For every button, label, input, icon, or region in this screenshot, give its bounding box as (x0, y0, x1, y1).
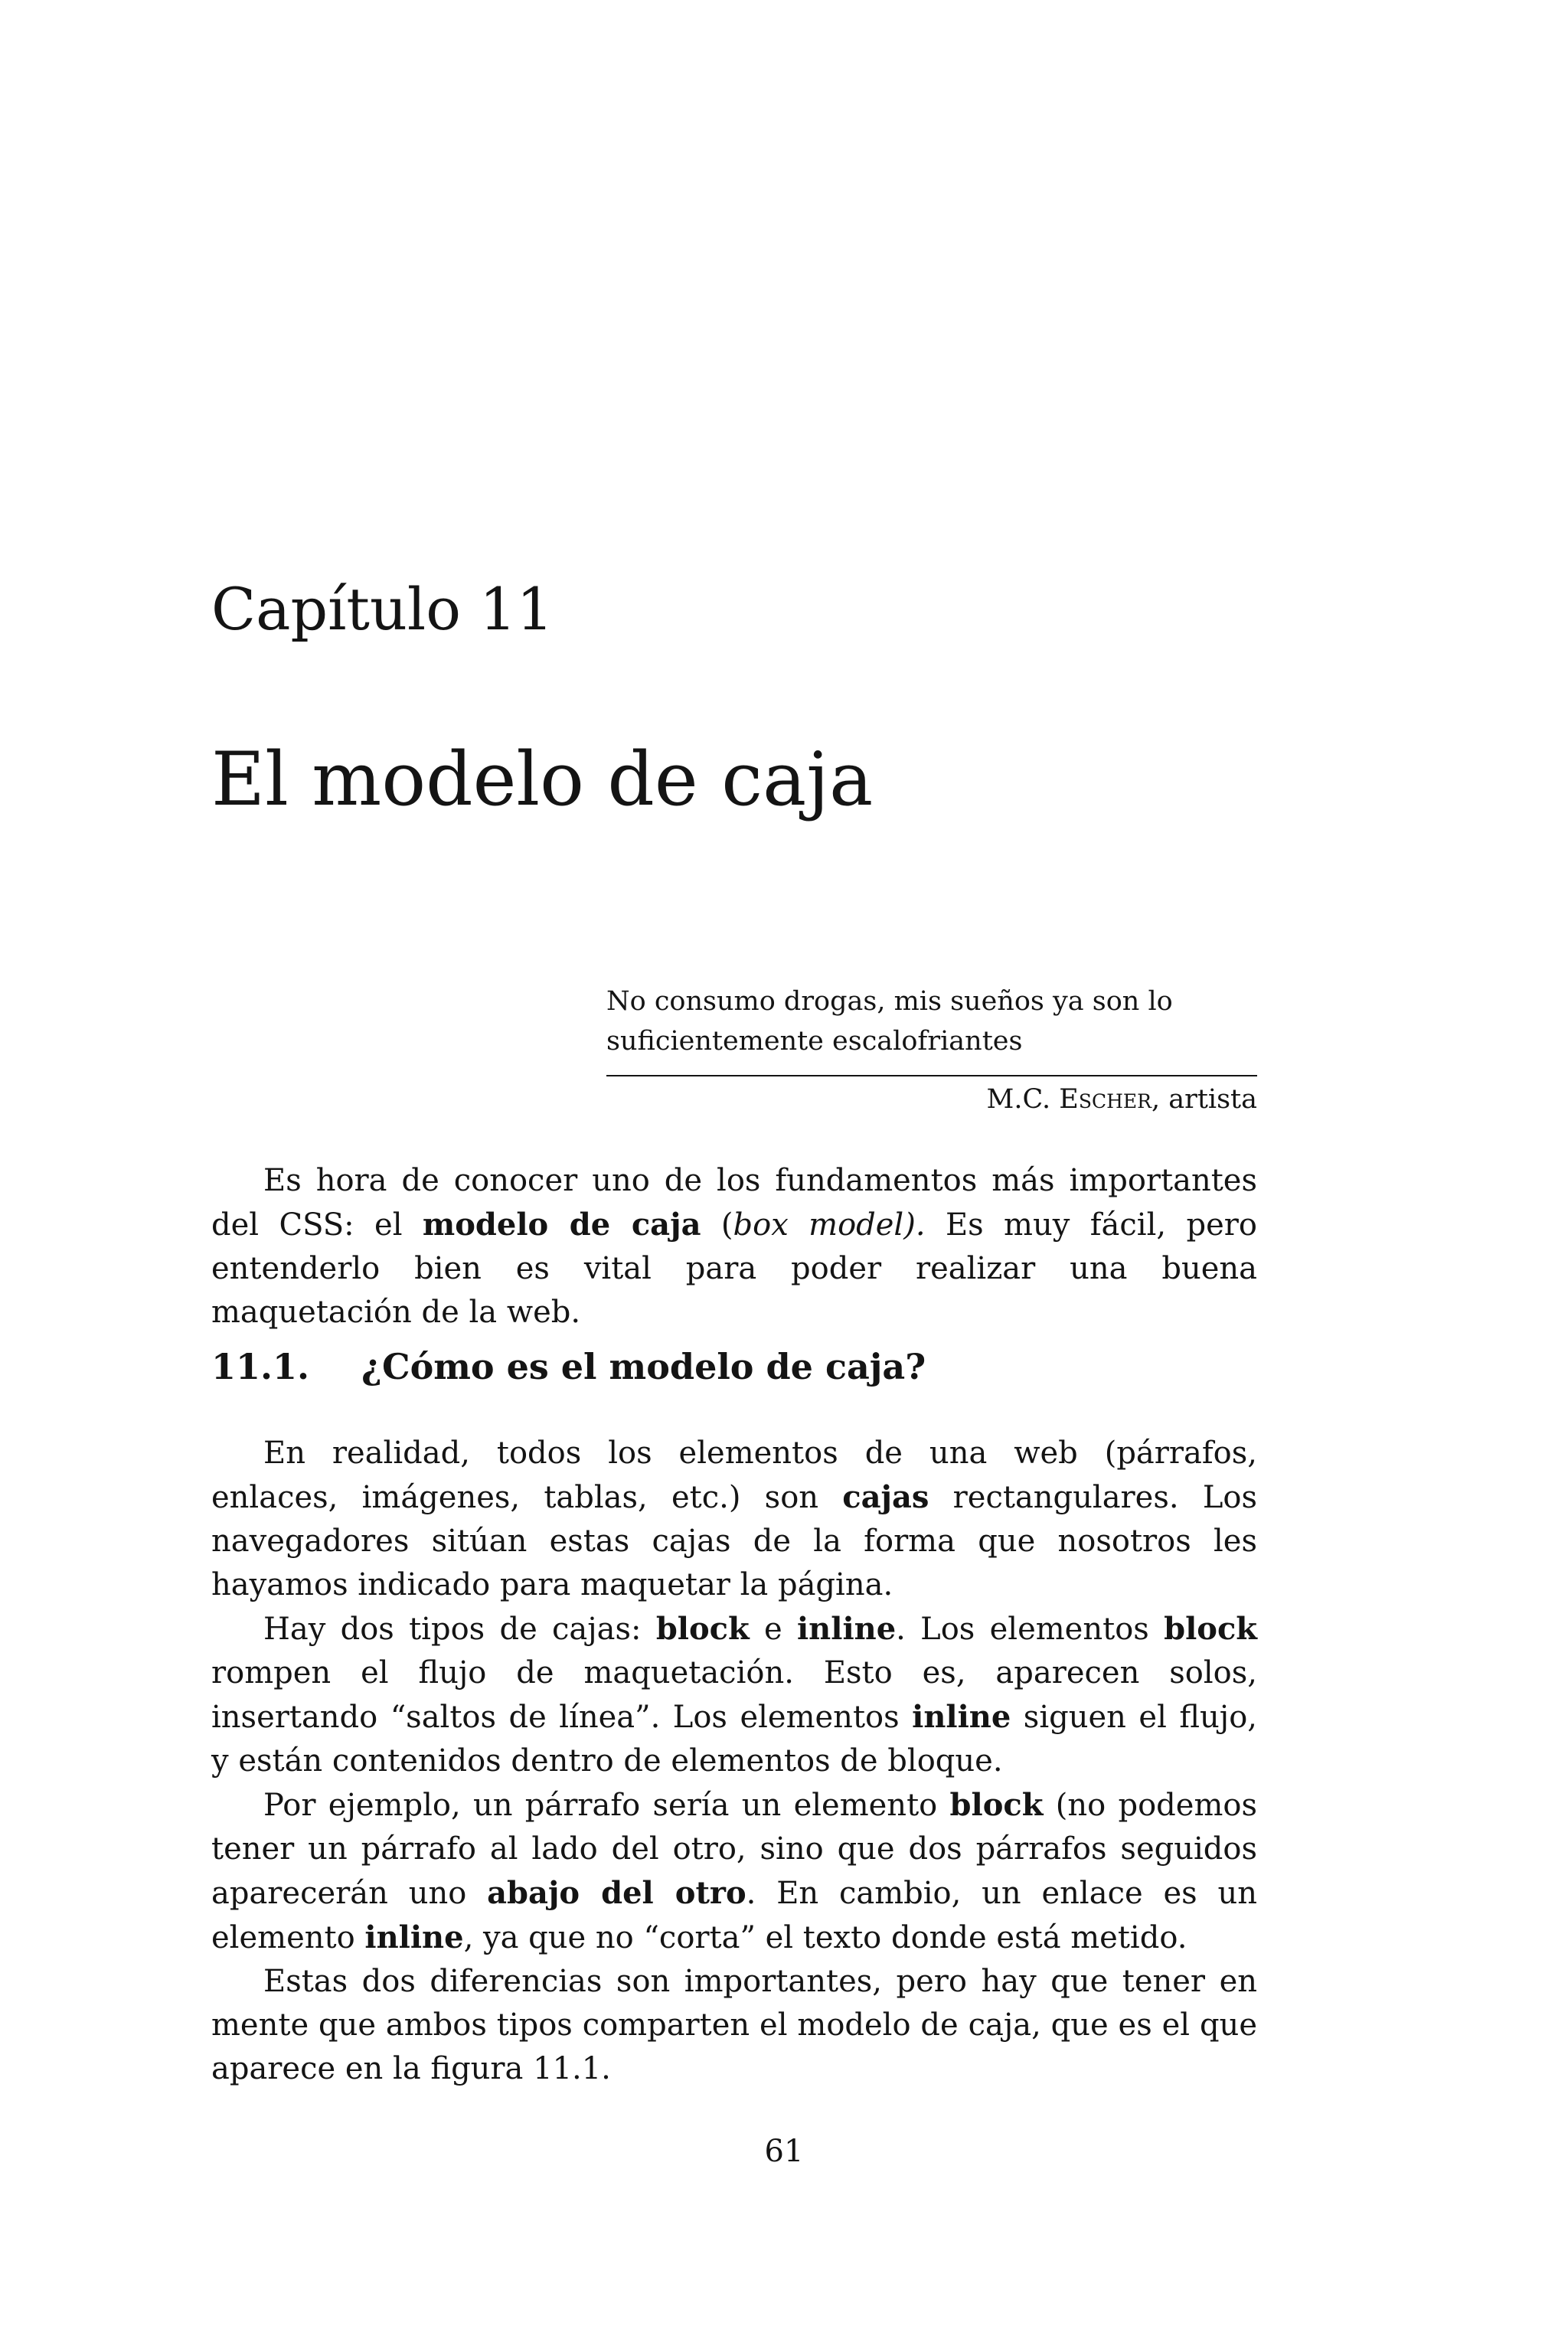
paragraph-1 (211, 1432, 1257, 1607)
bold-term: cajas (842, 1479, 929, 1515)
epigraph-attribution (606, 1080, 1257, 1119)
author-role: , artista (1151, 1084, 1257, 1115)
italic-term: box model). (733, 1207, 926, 1243)
section-heading (211, 1346, 926, 1387)
paragraph-3 (211, 1783, 1257, 1960)
text-run: Es muy fácil, pero entenderlo bien es vital para poder realizar una buena maquetación de la web. (211, 1207, 1257, 1330)
epigraph-rule (606, 1075, 1257, 1076)
intro-text (211, 1159, 1257, 1334)
text-run: (no podemos tener un párrafo al lado del otro, sino que dos párrafos seguidos aparecerán uno (211, 1788, 1257, 1911)
text-run: Estas dos diferencias son importantes, pero hay que tener en mente que ambos tipos comparten el modelo de caja, que es el que aparece en la figura 11.1. (211, 1964, 1257, 2086)
author-surname: Escher (1059, 1084, 1152, 1115)
bold-term: block (655, 1611, 750, 1647)
paragraph-4 (211, 1960, 1257, 2091)
chapter-title: El modelo de caja (211, 737, 874, 822)
epigraph-quote-line-1: No consumo drogas, mis sueños ya son lo (606, 986, 1173, 1017)
author-initials: M.C. (986, 1084, 1060, 1115)
text-run: Hay dos tipos de cajas: (263, 1612, 656, 1647)
section-number: 11.1. (211, 1346, 310, 1387)
text-run: . En cambio, un enlace es un elemento (211, 1876, 1257, 1955)
text-run: e (749, 1612, 797, 1647)
bold-term: abajo del otro (487, 1875, 746, 1911)
epigraph-quote-line-2: suficientemente escalofriantes (606, 1026, 1023, 1057)
text-run: Es hora de conocer uno de los fundamentos más importantes del CSS: el (211, 1163, 1257, 1243)
section-body (211, 1432, 1257, 2091)
text-run: rectangulares. Los navegadores sitúan estas cajas de la forma que nosotros les hayamos indicado para maquetar la página. (211, 1480, 1257, 1602)
paragraph-2 (211, 1607, 1257, 1783)
epigraph (606, 982, 1257, 1119)
bold-term: block (1164, 1611, 1258, 1647)
text-run: siguen el flujo, y están contenidos dentro de elementos de bloque. (211, 1700, 1258, 1779)
section-title: ¿Cómo es el modelo de caja? (361, 1346, 926, 1387)
chapter-label: Capítulo 11 (211, 575, 554, 643)
text-run: . Los elementos (896, 1612, 1165, 1647)
page-number: 61 (764, 2134, 804, 2169)
text-run: , ya que no “corta” el texto donde está metido. (463, 1920, 1187, 1955)
text-run: Por ejemplo, un párrafo sería un elemento (263, 1788, 950, 1823)
bold-term: modelo de caja (422, 1207, 701, 1243)
text-run: En realidad, todos los elementos de una web (párrafos, enlaces, imágenes, tablas, etc.) son (211, 1436, 1257, 1515)
bold-term: inline (912, 1699, 1011, 1735)
text-run: ( (701, 1207, 733, 1243)
text-run: rompen el flujo de maquetación. Esto es, aparecen solos, insertando “saltos de línea”. Los elementos (211, 1655, 1257, 1735)
intro-paragraph (211, 1159, 1257, 1334)
bold-term: inline (796, 1611, 897, 1647)
bold-term: block (949, 1787, 1044, 1823)
bold-term: inline (364, 1919, 464, 1955)
